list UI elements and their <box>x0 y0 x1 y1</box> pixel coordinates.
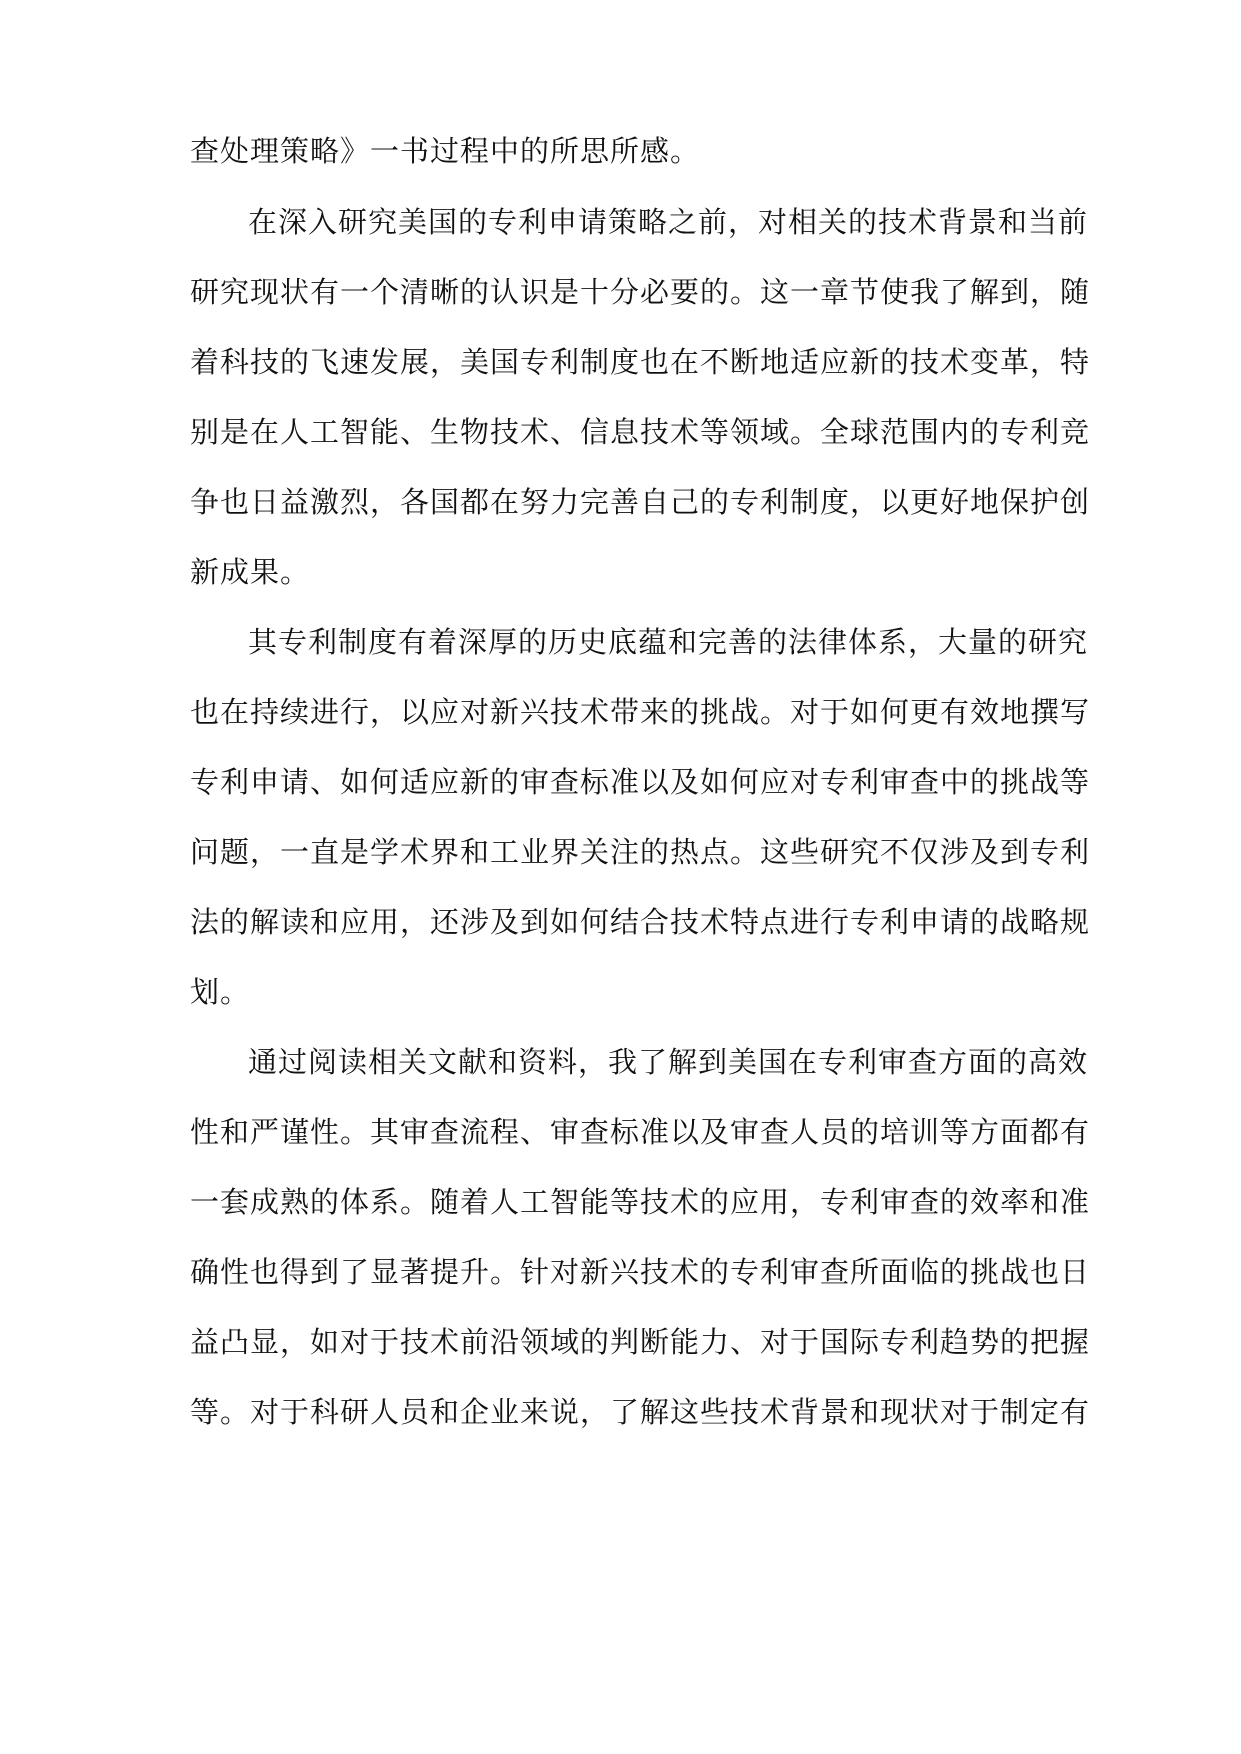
paragraph-4-line-4: 确性也得到了显著提升。针对新兴技术的专利审查所面临的挑战也日 <box>190 1255 1091 1289</box>
paragraph-2-line-2: 研究现状有一个清晰的认识是十分必要的。这一章节使我了解到，随 <box>190 275 1091 309</box>
paragraph-4-line-2: 性和严谨性。其审查流程、审查标准以及审查人员的培训等方面都有 <box>190 1115 1091 1149</box>
paragraph-2-line-3: 着科技的飞速发展，美国专利制度也在不断地适应新的技术变革，特 <box>190 345 1091 379</box>
paragraph-4-line-6: 等。对于科研人员和企业来说，了解这些技术背景和现状对于制定有 <box>190 1395 1091 1429</box>
paragraph-2-line-4: 别是在人工智能、生物技术、信息技术等领域。全球范围内的专利竞 <box>190 415 1091 449</box>
paragraph-2-line-5: 争也日益激烈，各国都在努力完善自己的专利制度，以更好地保护创 <box>190 485 1091 519</box>
paragraph-3-line-3: 专利申请、如何适应新的审查标准以及如何应对专利审查中的挑战等 <box>190 765 1091 799</box>
paragraph-2-line-1: 在深入研究美国的专利申请策略之前，对相关的技术背景和当前 <box>248 205 1089 239</box>
paragraph-4-line-1: 通过阅读相关文献和资料，我了解到美国在专利审查方面的高效 <box>248 1045 1089 1079</box>
paragraph-3-line-6: 划。 <box>190 975 251 1009</box>
paragraph-2-line-6: 新成果。 <box>190 555 311 589</box>
paragraph-3-line-4: 问题，一直是学术界和工业界关注的热点。这些研究不仅涉及到专利 <box>190 835 1091 869</box>
paragraph-3-line-5: 法的解读和应用，还涉及到如何结合技术特点进行专利申请的战略规 <box>190 905 1091 939</box>
paragraph-3-line-2: 也在持续进行，以应对新兴技术带来的挑战。对于如何更有效地撰写 <box>190 695 1091 729</box>
paragraph-1-line-1: 查处理策略》一书过程中的所思所感。 <box>190 134 701 168</box>
paragraph-3-line-1: 其专利制度有着深厚的历史底蕴和完善的法律体系，大量的研究 <box>248 625 1089 659</box>
paragraph-4-line-5: 益凸显，如对于技术前沿领域的判断能力、对于国际专利趋势的把握 <box>190 1325 1091 1359</box>
paragraph-4-line-3: 一套成熟的体系。随着人工智能等技术的应用，专利审查的效率和准 <box>190 1185 1091 1219</box>
